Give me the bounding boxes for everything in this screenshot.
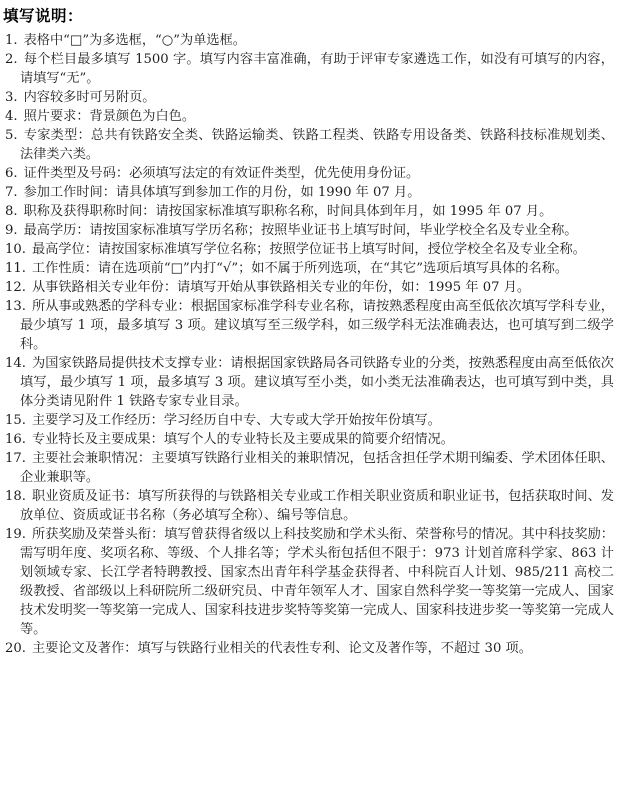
item-text: 专家类型：总共有铁路安全类、铁路运输类、铁路工程类、铁路专用设备类、铁路科技标准规划类、法律类六类。: [20, 128, 614, 162]
instruction-item-9: [3, 221, 614, 240]
instruction-item-19: [3, 525, 614, 639]
item-text: 职称及获得职称时间：请按国家标准填写职称名称，时间具体到年月，如 1995 年 07 月。: [23, 204, 553, 219]
item-number: 2.: [5, 52, 18, 67]
item-text: 为国家铁路局提供技术支撑专业：请根据国家铁路局各司铁路专业的分类，按熟悉程度由高至低依次填写，最少填写 1 项，最多填写 3 项。建议填写至小类，如小类无法准确表达，也可填写到中类，具体分类请见附件 1 铁路专家专业目录。: [20, 356, 614, 409]
instruction-list: [3, 31, 614, 658]
instruction-item-6: [3, 164, 614, 183]
item-number: 19.: [5, 527, 26, 542]
item-number: 18.: [5, 489, 26, 504]
item-text: 表格中“□”为多选框，“○”为单选框。: [23, 33, 246, 48]
item-text: 所从事或熟悉的学科专业：根据国家标准学科专业名称，请按熟悉程度由高至低依次填写学科专业，最少填写 1 项，最多填写 3 项。建议填写至三级学科，如三级学科无法准确表达，也可填写到二级学科。: [20, 299, 614, 352]
item-text: 主要论文及著作：填写与铁路行业相关的代表性专利、论文及著作等，不超过 30 项。: [31, 641, 532, 656]
item-number: 17.: [5, 451, 26, 466]
instruction-item-12: [3, 278, 614, 297]
instruction-item-10: [3, 240, 614, 259]
item-text: 每个栏目最多填写 1500 字。填写内容丰富准确，有助于评审专家遴选工作，如没有可填写的内容，请填写“无”。: [20, 52, 614, 86]
item-text: 工作性质：请在选项前“□”内打“√”；如不属于所列选项，在“其它”选项后填写具体的名称。: [31, 261, 569, 276]
instruction-item-2: [3, 50, 614, 88]
instruction-item-16: [3, 430, 614, 449]
item-text: 证件类型及号码：必须填写法定的有效证件类型，优先使用身份证。: [23, 166, 420, 181]
instruction-item-14: [3, 354, 614, 411]
instruction-item-8: [3, 202, 614, 221]
item-number: 12.: [5, 280, 26, 295]
item-number: 20.: [5, 641, 26, 656]
instruction-item-7: [3, 183, 614, 202]
item-number: 10.: [5, 242, 26, 257]
instruction-item-11: [3, 259, 614, 278]
item-text: 主要社会兼职情况：主要填写铁路行业相关的兼职情况，包括含担任学术期刊编委、学术团体任职、企业兼职等。: [20, 451, 614, 485]
item-text: 内容较多时可另附页。: [23, 90, 156, 105]
item-text: 最高学历：请按国家标准填写学历名称；按照毕业证书上填写时间，毕业学校全名及专业全称。: [23, 223, 578, 238]
item-number: 16.: [5, 432, 26, 447]
instruction-item-1: [3, 31, 614, 50]
page-title: 填写说明：: [3, 6, 84, 25]
item-number: 11.: [5, 261, 26, 276]
item-text: 最高学位：请按国家标准填写学位名称；按照学位证书上填写时间，授位学校全名及专业全称。: [31, 242, 586, 257]
item-number: 6.: [5, 166, 18, 181]
instruction-item-17: [3, 449, 614, 487]
item-number: 15.: [5, 413, 26, 428]
instruction-item-3: [3, 88, 614, 107]
item-text: 所获奖励及荣誉头衔：填写曾获得省级以上科技奖励和学术头衔、荣誉称号的情况。其中科技奖励：需写明年度、奖项名称、等级、个人排名等；学术头衔包括但不限于：973 计划首席科学家、863 计划领域专家、长江学者特聘教授、国家杰出青年科学基金获得者、中科院百人计划、985/211 高校二级教授、省部级以上科研院所二级研究员、中青年领军人才、国家自然科学奖一等奖第一完成人、国家技术发明奖一等奖第一完成人、国家科技进步奖特等奖第一完成人、国家科技进步奖一等奖第一完成人等。: [20, 527, 614, 637]
item-number: 14.: [5, 356, 26, 371]
item-number: 3.: [5, 90, 18, 105]
item-text: 职业资质及证书：填写所获得的与铁路相关专业或工作相关职业资质和职业证书，包括获取时间、发放单位、资质或证书名称（务必填写全称）、编号等信息。: [20, 489, 614, 523]
instruction-item-18: [3, 487, 614, 525]
item-number: 8.: [5, 204, 18, 219]
item-number: 13.: [5, 299, 26, 314]
instruction-item-13: [3, 297, 614, 354]
item-number: 7.: [5, 185, 18, 200]
item-number: 4.: [5, 109, 18, 124]
instruction-item-5: [3, 126, 614, 164]
instruction-item-20: [3, 639, 614, 658]
instruction-item-4: [3, 107, 614, 126]
item-number: 9.: [5, 223, 18, 238]
item-number: 5.: [5, 128, 18, 143]
item-text: 主要学习及工作经历：学习经历自中专、大专或大学开始按年份填写。: [31, 413, 441, 428]
item-text: 参加工作时间：请具体填写到参加工作的月份，如 1990 年 07 月。: [23, 185, 421, 200]
instruction-item-15: [3, 411, 614, 430]
item-number: 1.: [5, 33, 18, 48]
item-text: 从事铁路相关专业年份：请填写开始从事铁路相关专业的年份，如：1995 年 07 月。: [31, 280, 531, 295]
item-text: 照片要求：背景颜色为白色。: [23, 109, 196, 124]
item-text: 专业特长及主要成果：填写个人的专业特长及主要成果的简要介绍情况。: [31, 432, 454, 447]
